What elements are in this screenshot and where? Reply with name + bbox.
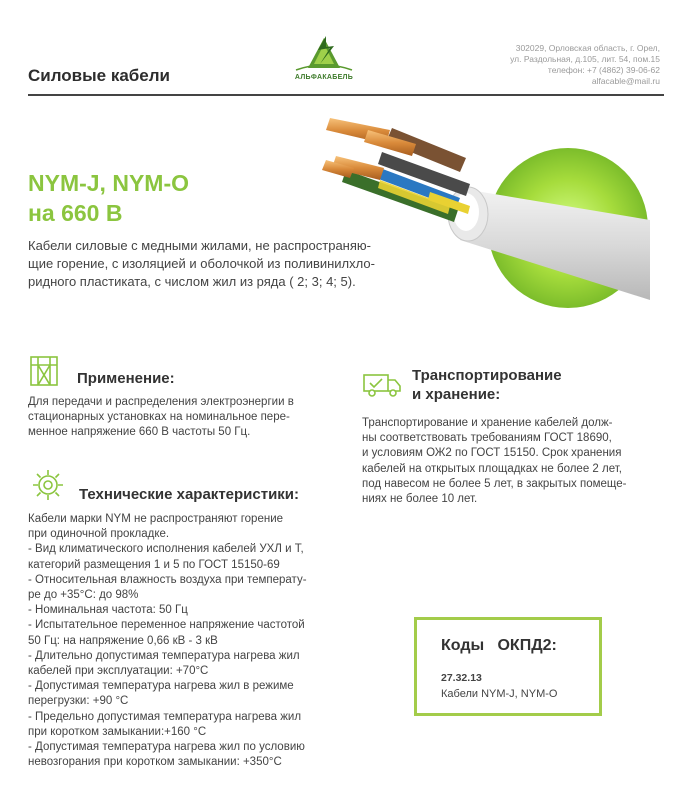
okpd2-code: 27.32.13 — [441, 672, 482, 684]
contact-address-line: 302029, Орловская область, г. Орел, — [515, 43, 660, 53]
text-line: - Испытательное переменное напряжение частотой — [28, 619, 305, 632]
page-title: Силовые кабели — [28, 66, 171, 85]
application-text — [28, 395, 348, 441]
okpd2-description: Кабели NYM-J, NYM-O — [441, 688, 558, 700]
transport-title — [412, 366, 562, 404]
text-line: - Вид климатического исполнения кабелей УХЛ и Т, — [28, 543, 304, 556]
tower-icon — [27, 353, 61, 394]
description-line: Кабели силовые с медными жилами, не распространяю- — [28, 238, 371, 253]
specs-text — [28, 512, 358, 770]
contact-address-line: ул. Раздольная, д.105, лит. 54, пом.15 — [510, 54, 660, 64]
text-line: 50 Гц: на напряжение 0,66 кВ - 3 кВ — [28, 634, 218, 647]
text-line: кабелей на открытых площадках не более 2 лет, — [362, 462, 622, 475]
company-logo — [282, 34, 366, 86]
gear-icon — [28, 465, 68, 510]
text-line: ны соответствовать требованиям ГОСТ 18690, — [362, 432, 612, 445]
application-title: Применение: — [77, 370, 175, 387]
text-line: Транспортирование и хранение кабелей долж- — [362, 417, 613, 429]
contact-phone: телефон: +7 (4862) 39-06-62 — [547, 65, 660, 75]
title-line: и хранение: — [412, 386, 501, 403]
text-line: - Относительная влажность воздуха при температу- — [28, 573, 307, 586]
text-line: - Допустимая температура нагрева жил в режиме — [28, 680, 294, 693]
text-line: перегрузки: +90 °С — [28, 695, 129, 708]
text-line: ниях не более 10 лет. — [362, 493, 478, 506]
text-line: при одиночной прокладке. — [28, 528, 170, 541]
text-line: - Предельно допустимая температура нагрева жил — [28, 710, 302, 723]
text-line: стационарных установках на номинальное пере- — [28, 411, 290, 424]
description-line: щие горение, с изоляцией и оболочкой из поливинилхло- — [28, 256, 375, 271]
transport-text — [362, 416, 672, 507]
text-line: категорий размещения 1 и 5 по ГОСТ 15150-69 — [28, 558, 280, 571]
contact-email[interactable]: alfacable@mail.ru — [591, 76, 660, 86]
text-line: и условиям ОЖ2 по ГОСТ 15150. Срок хранения — [362, 447, 622, 460]
truck-icon — [362, 371, 402, 404]
description-line: ридного пластиката, с числом жил из ряда ( 2; 3; 4; 5). — [28, 274, 356, 289]
header-divider — [28, 94, 664, 96]
product-title — [28, 168, 189, 228]
specs-title: Технические характеристики: — [79, 486, 300, 503]
text-line: Кабели марки NYM не распространяют горение — [28, 513, 284, 525]
cable-illustration — [320, 110, 650, 320]
text-line: менное напряжение 660 В частоты 50 Гц. — [28, 426, 251, 439]
text-line: - Допустимая температура нагрева жил по условию — [28, 741, 305, 754]
codes-title: Коды ОКПД2: — [441, 637, 557, 654]
title-line: Транспортирование — [412, 367, 562, 384]
contact-info — [510, 43, 660, 87]
text-line: при коротком замыкании:+160 °С — [28, 725, 207, 738]
logo-text: АЛЬФАКАБЕЛЬ — [294, 74, 354, 81]
logo-icon — [282, 34, 366, 74]
text-line: Для передачи и распределения электроэнергии в — [28, 396, 294, 408]
text-line: ре до +35°С: до 98% — [28, 589, 139, 602]
product-title-line: NYM-J, NYM-O — [28, 170, 189, 196]
text-line: под навесом не более 5 лет, в закрытых помеще- — [362, 477, 627, 490]
text-line: - Длительно допустимая температура нагрева жил — [28, 649, 300, 662]
text-line: невозгорания при коротком замыкании: +350°С — [28, 756, 282, 769]
text-line: - Номинальная частота: 50 Гц — [28, 604, 188, 617]
product-title-line: на 660 В — [28, 200, 123, 226]
text-line: кабелей при эксплуатации: +70°С — [28, 665, 209, 678]
okpd2-codes-box — [414, 617, 602, 716]
